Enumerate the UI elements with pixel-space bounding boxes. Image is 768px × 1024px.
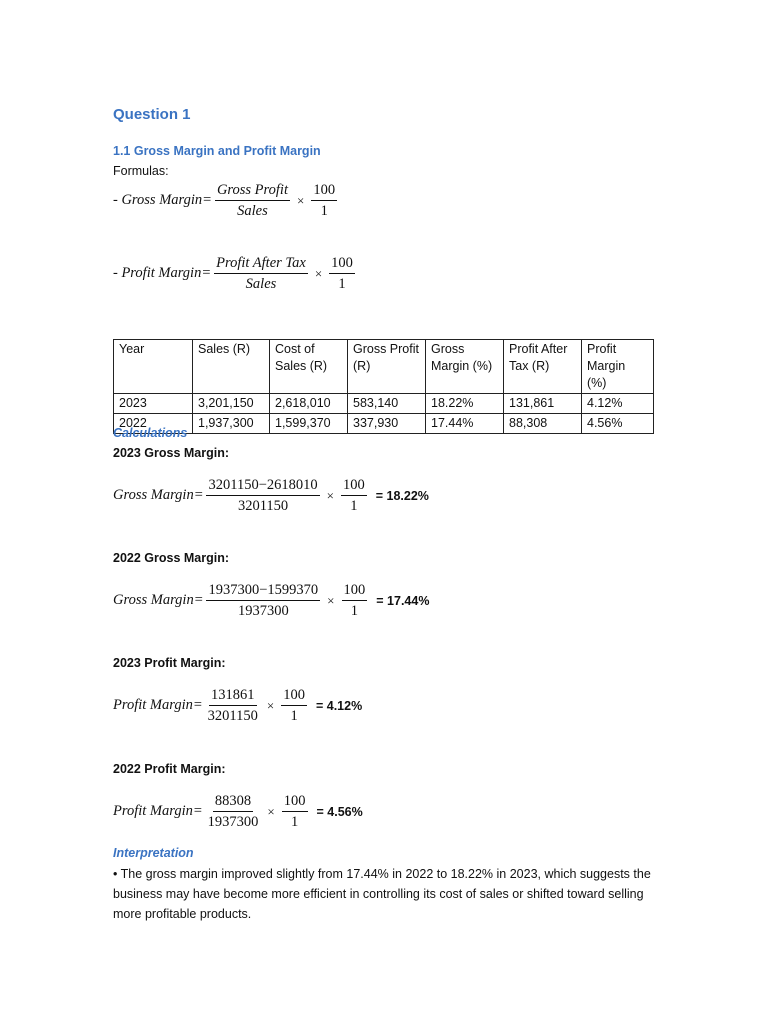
table-header-cell: Sales (R) (193, 340, 270, 394)
table-header-cell: Profit After Tax (R) (504, 340, 582, 394)
fraction: $\frac{131861}{3201150}$ (207, 687, 258, 724)
table-header-cell: Gross Profit (R) (348, 340, 426, 394)
table-cell: 131,861 (504, 394, 582, 414)
profit-margin-formula: - Profit Margin= $\frac{\text{Profit After Tax}}{\text{Sales}}$ × $\frac{100}{1}$ (113, 255, 353, 292)
table-header-cell: Profit Margin (%) (582, 340, 654, 394)
table-cell: 4.12% (582, 394, 654, 414)
calc-equation: Gross Margin= $\frac{3201150-2618010}{3201150}$ × $\frac{100}{1}$ = 18.22% (113, 477, 429, 514)
calc-equation: Profit Margin= $\frac{131861}{3201150}$ × $\frac{100}{1}$ = 4.12% (113, 687, 363, 724)
table-header-cell: Cost of Sales (R) (270, 340, 348, 394)
calc-label: 2023 Profit Margin: (113, 656, 226, 670)
interpretation-paragraph: • The gross margin improved slightly from 17.44% in 2022 to 18.22% in 2023, which suggests the business may have become more efficient in controlling its cost of sales or shifted toward selling more profitable products. (113, 867, 651, 921)
table-cell: 2,618,010 (270, 394, 348, 414)
formula-lhs: - Gross Margin= (113, 192, 212, 208)
table-cell: 17.44% (426, 414, 504, 434)
table-cell: 1,937,300 (193, 414, 270, 434)
table-header-row (114, 340, 654, 394)
calc-result: = 4.56% (316, 804, 363, 819)
formula-lhs: - Profit Margin= (113, 265, 212, 281)
fraction: $\frac{\text{Gross Profit}}{\text{Sales}}$ (216, 182, 288, 219)
financial-table (113, 339, 654, 434)
calc-label: 2022 Profit Margin: (113, 762, 226, 776)
table-cell: 3,201,150 (193, 394, 270, 414)
formulas-label: Formulas: (113, 164, 169, 178)
calc-equation: Profit Margin= $\frac{88308}{1937300}$ × $\frac{100}{1}$ = 4.56% (113, 793, 363, 830)
table-cell: 2023 (114, 394, 193, 414)
table-row (114, 394, 654, 414)
table-cell: 4.56% (582, 414, 654, 434)
fraction: $\frac{100}{1}$ (331, 255, 353, 292)
calculations-heading: Calculations (113, 426, 188, 440)
table-row (114, 414, 654, 434)
table-cell: 583,140 (348, 394, 426, 414)
table-header-cell: Gross Margin (%) (426, 340, 504, 394)
calc-label: 2023 Gross Margin: (113, 446, 230, 460)
section-heading: 1.1 Gross Margin and Profit Margin (113, 144, 321, 158)
fraction: $\frac{100}{1}$ (283, 687, 305, 724)
calc-label: 2022 Gross Margin: (113, 551, 230, 565)
table-cell: 337,930 (348, 414, 426, 434)
fraction: $\frac{100}{1}$ (342, 477, 365, 514)
calc-result: = 18.22% (375, 488, 429, 503)
calc-result: = 4.12% (315, 698, 363, 713)
table-cell: 88,308 (504, 414, 582, 434)
fraction: $\frac{100}{1}$ (313, 182, 336, 219)
table-cell: 1,599,370 (270, 414, 348, 434)
table-cell: 18.22% (426, 394, 504, 414)
table-cell: 2022 (114, 414, 193, 434)
fraction: $\frac{1937300-1599370}{1937300}$ (208, 582, 319, 619)
table-header-cell: Year (114, 340, 193, 394)
calc-result: = 17.44% (376, 593, 430, 608)
gross-margin-formula: - Gross Margin= $\frac{\text{Gross Profit}}{\text{Sales}}$ × $\frac{100}{1}$ (113, 182, 336, 219)
fraction: $\frac{100}{1}$ (343, 582, 366, 619)
interpretation-heading: Interpretation (113, 846, 194, 860)
fraction: $\frac{3201150-2618010}{3201150}$ (208, 477, 318, 514)
fraction: $\frac{\text{Profit After Tax}}{\text{Sales}}$ (216, 255, 306, 292)
fraction: $\frac{100}{1}$ (283, 793, 306, 830)
calc-equation: Gross Margin= $\frac{1937300-1599370}{1937300}$ × $\frac{100}{1}$ = 17.44% (113, 582, 430, 619)
question-heading: Question 1 (113, 106, 191, 123)
fraction: $\frac{88308}{1937300}$ (207, 793, 259, 830)
